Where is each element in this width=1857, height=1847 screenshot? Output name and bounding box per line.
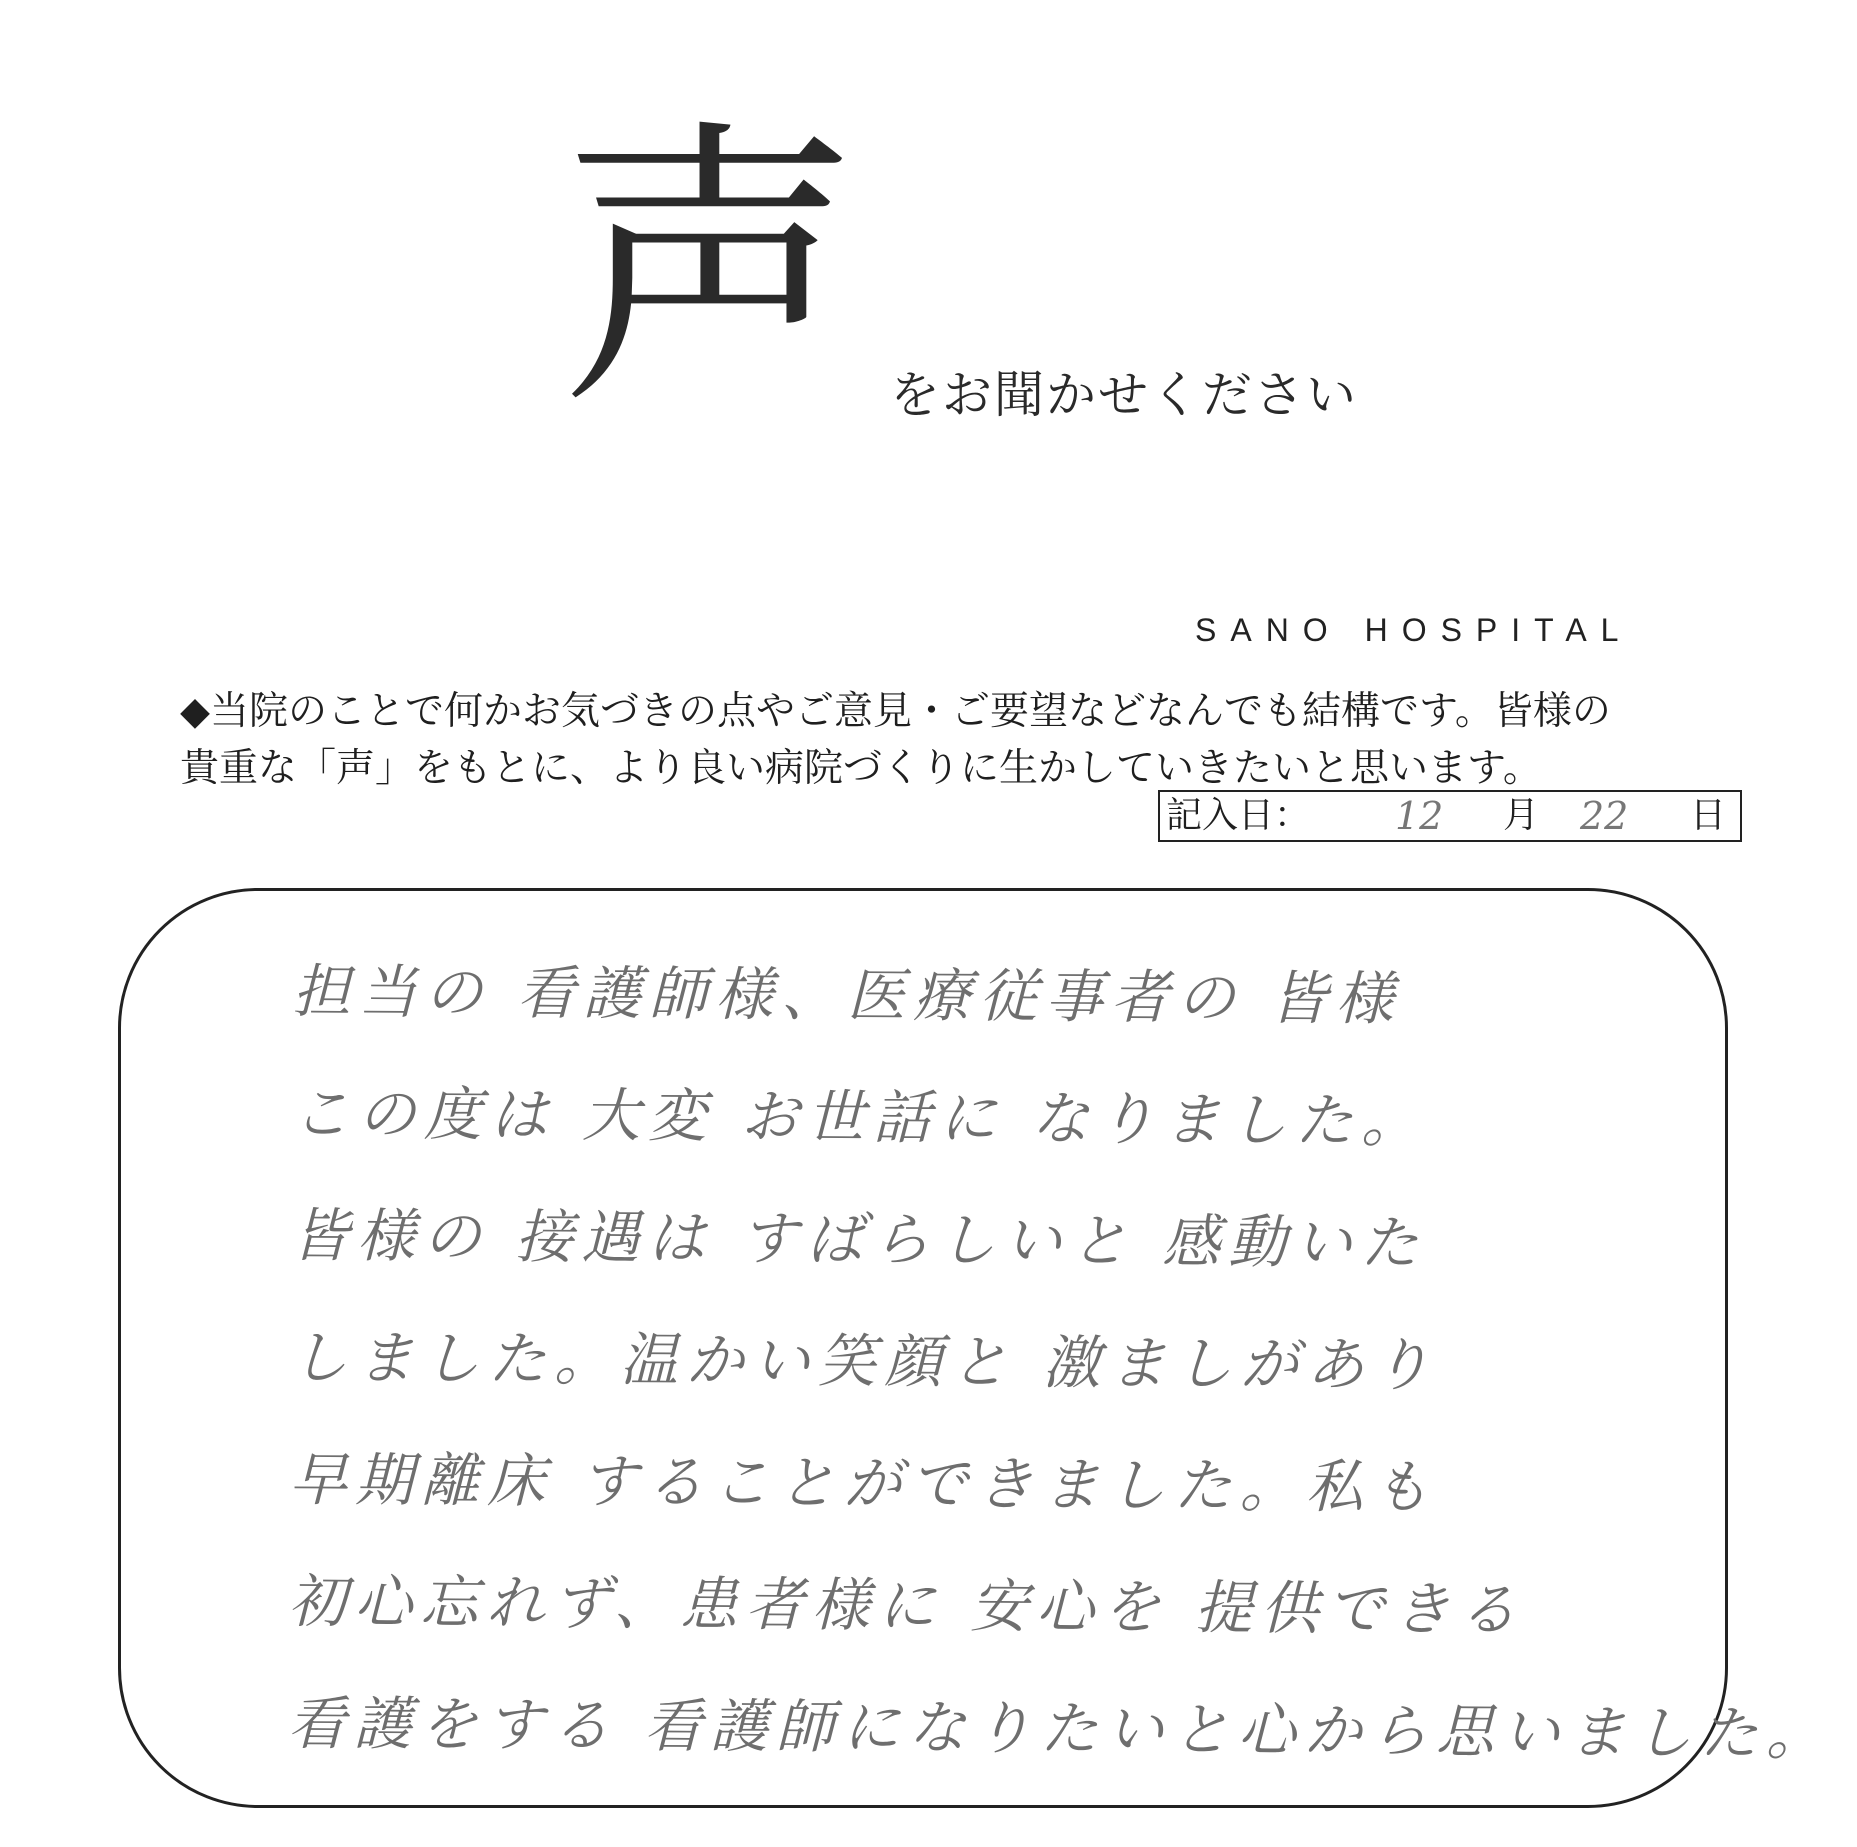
comment-line: 看護をする 看護師になりたいと心から思いました。 <box>287 1689 1833 1769</box>
comment-line: 皆様の 接遇は すばらしいと 感動いた <box>290 1201 1427 1278</box>
comment-line: この度は 大変 お世話に なりました。 <box>291 1079 1428 1156</box>
hospital-name: SANO HOSPITAL <box>1195 612 1633 648</box>
date-month-unit: 月 <box>1503 795 1540 836</box>
intro-line: 貴重な「声」をもとに、より良い病院づくりに生かしていきたいと思います。 <box>180 746 1542 791</box>
intro-text <box>180 683 1740 797</box>
comment-line: 早期離床 することができました。私も <box>288 1445 1438 1522</box>
intro-line: ◆当院のことで何かお気づきの点やご意見・ご要望などなんでも結構です。皆様の <box>180 689 1611 734</box>
comment-line: しました。温かい笑顔と 激ましがあり <box>289 1323 1439 1400</box>
page-title-subtext: をお聞かせください <box>890 366 1358 424</box>
comment-line: 担当の 看護師様、医療従事者の 皆様 <box>292 957 1402 1034</box>
handwritten-comment <box>287 930 1833 1793</box>
date-day-unit: 日 <box>1690 795 1727 836</box>
comment-line: 初心忘れず、患者様に 安心を 提供できる <box>288 1567 1525 1644</box>
page-title-kanji: 声 <box>560 95 860 444</box>
date-label: 記入日： <box>1166 795 1311 836</box>
date-day-value: 22 <box>1580 794 1629 838</box>
date-field <box>1158 790 1742 842</box>
date-month-value: 12 <box>1395 794 1444 838</box>
